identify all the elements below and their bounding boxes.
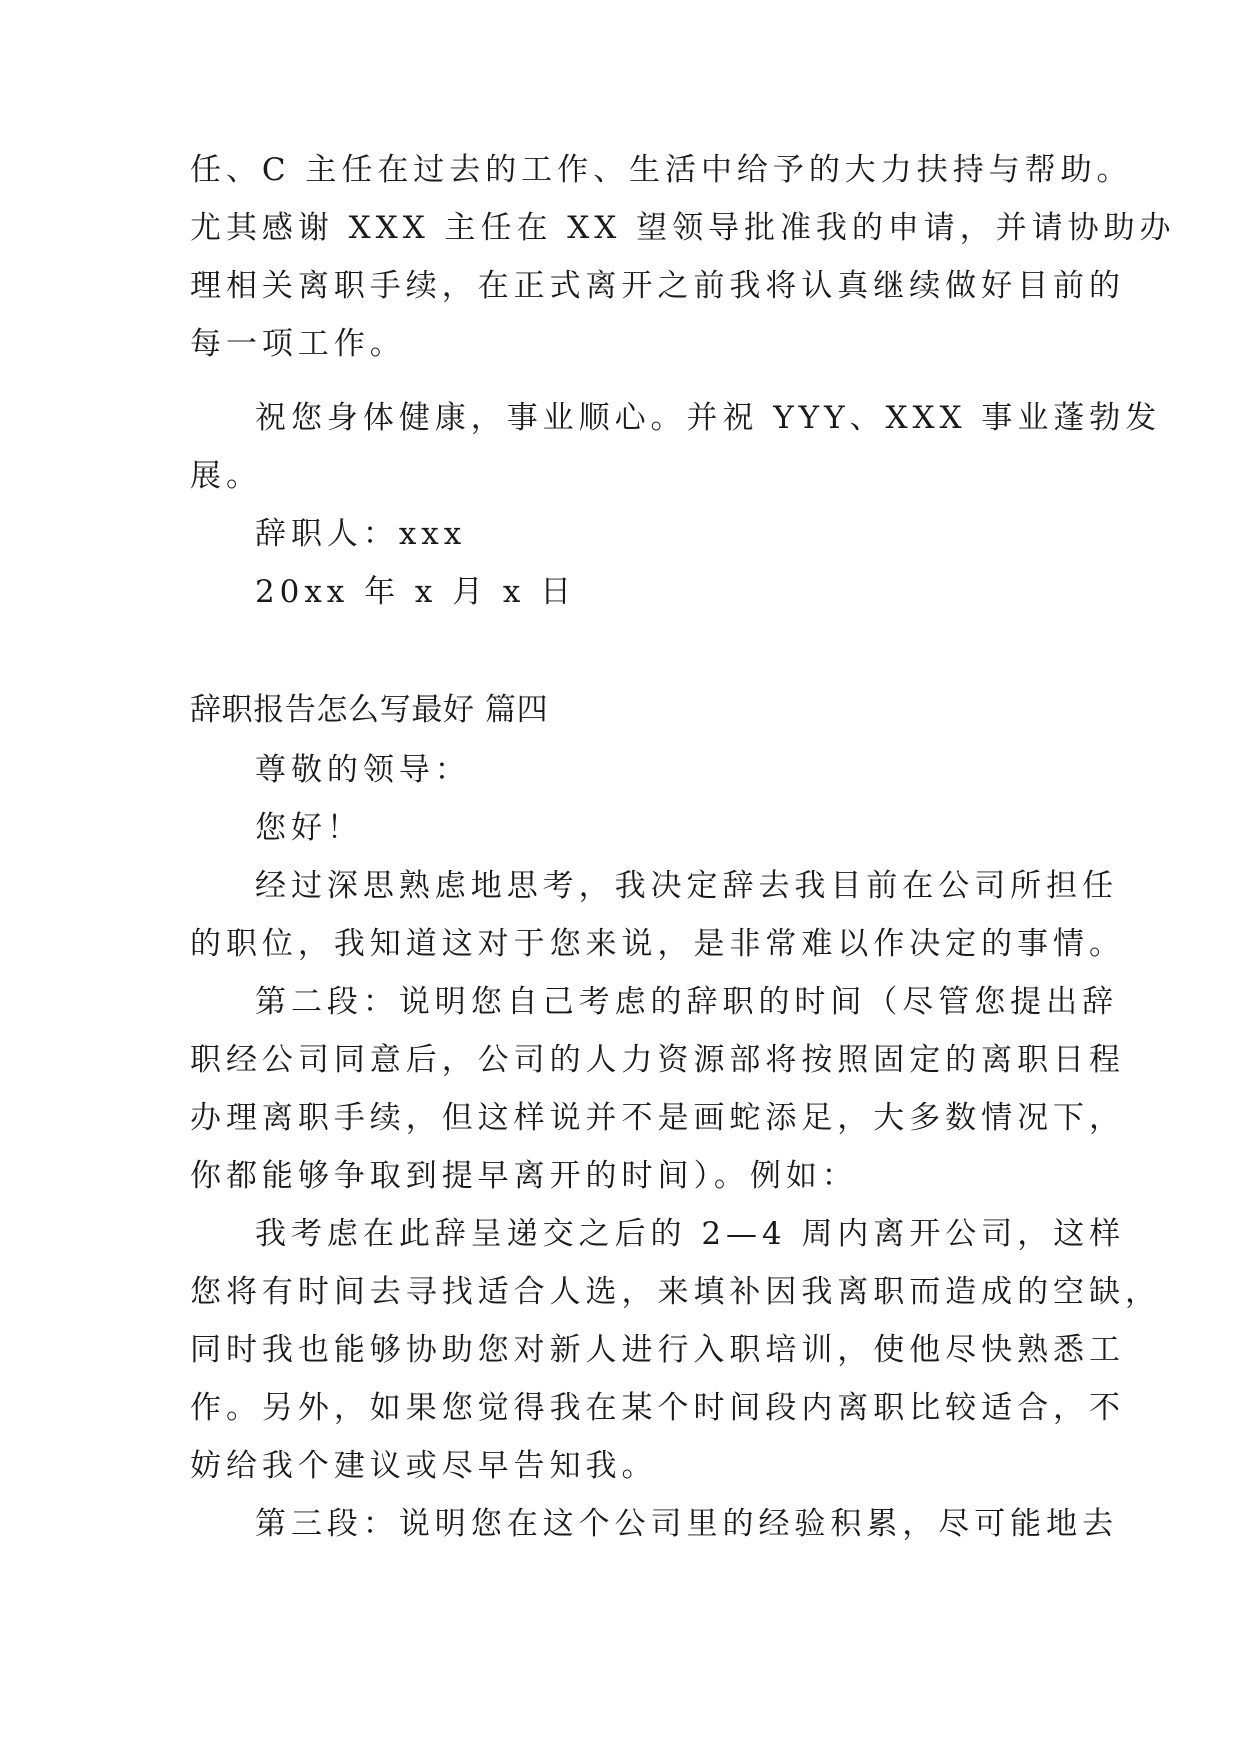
text-line: 你都能够争取到提早离开的时间）。例如： <box>190 1158 858 1194</box>
text-line: 作。另外，如果您觉得我在某个时间段内离职比较适合，不 <box>190 1390 1125 1426</box>
text-line: 的职位，我知道这对于您来说，是非常难以作决定的事情。 <box>190 926 1125 962</box>
signature-line: 辞职人：xxx <box>255 516 467 552</box>
section-heading: 辞职报告怎么写最好 篇四 <box>190 692 549 728</box>
text-line: 理相关离职手续，在正式离开之前我将认真继续做好目前的 <box>190 268 1125 304</box>
text-line: 第二段：说明您自己考虑的辞职的时间（尽管您提出辞 <box>255 984 1119 1020</box>
text-line: 任、C 主任在过去的工作、生活中给予的大力扶持与帮助。 <box>190 152 1133 188</box>
text-line: 职经公司同意后，公司的人力资源部将按照固定的离职日程 <box>190 1042 1125 1078</box>
text-line: 办理离职手续，但这样说并不是画蛇添足，大多数情况下， <box>190 1100 1125 1136</box>
text-line: 第三段：说明您在这个公司里的经验积累，尽可能地去 <box>255 1506 1119 1542</box>
date-line: 20xx 年 x 月 x 日 <box>255 574 577 610</box>
text-line: 展。 <box>190 458 262 494</box>
text-line: 同时我也能够协助您对新人进行入职培训，使他尽快熟悉工 <box>190 1332 1125 1368</box>
salutation: 尊敬的领导： <box>255 752 471 788</box>
text-line: 尤其感谢 XXX 主任在 XX 望领导批准我的申请，并请协助办 <box>190 210 1176 246</box>
text-line: 每一项工作。 <box>190 326 406 362</box>
text-line: 祝您身体健康，事业顺心。并祝 YYY、XXX 事业蓬勃发 <box>255 400 1162 436</box>
text-line: 妨给我个建议或尽早告知我。 <box>190 1448 658 1484</box>
greeting: 您好！ <box>255 810 363 846</box>
text-line: 我考虑在此辞呈递交之后的 2—4 周内离开公司，这样 <box>255 1216 1126 1252</box>
text-line: 经过深思熟虑地思考，我决定辞去我目前在公司所担任 <box>255 868 1119 904</box>
text-line: 您将有时间去寻找适合人选，来填补因我离职而造成的空缺， <box>190 1274 1161 1310</box>
